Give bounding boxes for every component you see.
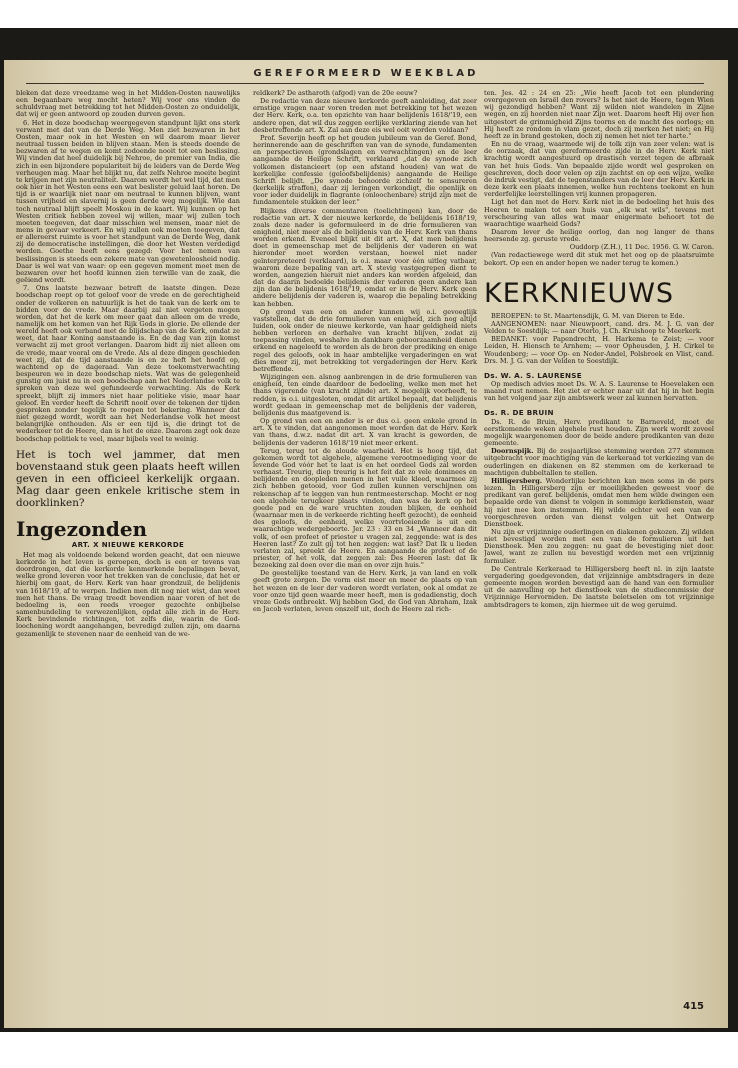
- paragraph: Ligt het dan met de Herv. Kerk niet in de bedoeling het huis des Heeren te maken tot een huis van „elk wat wils", tevens met verscheuring van alles wat maar enigermate behoort tot de waarachtige waarheid Gods?: [484, 198, 714, 228]
- paragraph: Het mag als voldoende bekend worden geacht, dat een nieuwe kerkorde in het leven is geroepen, doch is een er tevens van doordrongen, dat die kerkorde kenmerkende bepalingen bevat, welke grond leveren voor het trekken van de conclusie, dat het er hierbij om gaat, de Herv. Kerk van haar grondzuil, de belijdenis van 1618/'19, af te werpen. Indien men dit nog niet wist, dan weet men het thans. De vraag treedt bovendien naar voren of het de bedoeling is, een reeds vroeger gezochte onbijbelse samenbundeling te verwezenlijken, opdat alle zich in de Herv. Kerk bevindende richtingen, tot zelfs die, waarin de God-loochening wordt aangehangen, bevredigd zullen zijn, om daarna gezamenlijk te stevenen naar de eenheid van de we-: [16, 550, 240, 638]
- paragraph: Op grond van een en ander is er dus o.i. geen enkele grond in art. X te vinden, dat aangenomen moet worden dat de Herv. Kerk van thans, d.w.z. nadat dit art. X van kracht is geworden, de belijdenis der vaderen 1618/'19 niet meer erkent.: [253, 417, 477, 447]
- paragraph: 6. Het in deze boodschap weergegeven standpunt lijkt ons sterk verwant met dat van de Derde Weg. Men ziet bezwaren in het Oosten, maar ook in het Westen en wil daarom maar liever neutraal tussen beiden in blijven staan. Men is steeds doende de bezwaren af te wegen en komt zodoende nooit tot een beslissing. Wij vinden dat heel duidelijk bij Nehroe, de premier van India, die zich in een bijzondere populariteit bij de leiders van de Derde Weg verheugen mag. Maar het blijkt nu, dat zelfs Nehroe moeite begint te krijgen met zijn neutraliteit. Daarom wordt het wel tijd, dat men ook hier in het Westen eens een wat beslister geluid laat horen. De tijd is er waarlijk niet naar om neutraal te kunnen blijven, want tussen vrijheid en slavernij is geen derde weg mogelijk. Wie dan toch neutraal blijft speelt Moskou in de kaart. Wij kunnen op het Westen critiek hebben zoveel wij willen, maar wij zullen toch moeten toegeven, dat daar misschien wel mensen, maar niet de mens in gevaar verkeert. En wij zullen ook moeten toegeven, dat er allereerst ruimte is voor het standpunt van de Derde Weg, dank zij de democratische instellingen, die door het Westen verdedigd worden. Goethe heeft eens gezegd: Voor het nemen van beslissingen is steeds een zekere mate van gewetenloosheid nodig. Daar is wel wat van waar: op een gegeven moment moet men de bezwaren over het hoofd kunnen zien terwille van de zaak, die geëiend wordt.: [16, 118, 240, 285]
- paragraph: Wijzigingen een. alsnog aanbrengen in de drie formulieren van enigheid, ten einde daardoor de bedoeling, welke men met het thans vigerende (van kracht zijnde) art. X mogelijk voorheeft, te redden, is o.i. uitgesloten, omdat dit artikel bepaalt, dat belijdenis wordt gedaan in gemeenschap met de belijdenis der vaderen, belijdenis dus maatgevend is.: [253, 373, 477, 417]
- masthead: GEREFORMEERD WEEKBLAD: [253, 68, 479, 79]
- news-bedankt: BEDANKT: voor Papendrecht, H. Harkema te Zeist; — voor Leiden, H. Hiensch te Arnhem; — voor Opheusden, J. H. Cirkel te Woudenberg; — voor Op- en Neder-Andel, Polsbroek en Vlist, cand. Drs. M. J. G. van der Velden te Soestdijk.: [484, 335, 714, 365]
- paragraph: Op grond van een en ander kunnen wij o.i. gevoeglijk vaststellen, dat de drie formulieren van enigheid, zich nog altijd luiden, ook onder de nieuwe kerkorde, van haar geldigheid niets hebben verloren en derhalve van kracht blijven, zodat zij toepassing vinden, weshalve in dankbare geboorzaamheid dienen erkend en nageleefd te worden als de bron der prediking en enige regel des geloofs, ook in haar ambtelijke vergaderingen en wat dies meer zij, met betrekking tot vergaderingen der Herv. Kerk betreffende.: [253, 307, 477, 373]
- news-doornspijk: [484, 448, 714, 477]
- section-title-ingezonden: Ingezonden: [16, 516, 148, 541]
- paragraph: De geestelijke toestand van de Herv. Kerk, ja van land en volk geeft grote zorgen. De vorm eist meer en meer de plaats op van het wezen en de leer der vaderen wordt verlaten, ook al omdat ze voor onze tijd geen waarde meer heeft, men is godadienstig, doch vreze Gods ontbreekt. Wij hebben God, de God van Abraham, Izak en Jacob verlaten, leven onszelf uit, doch de Heere zal rich-: [253, 569, 477, 614]
- paragraph: Nu zijn er vrijzinnige ouderlingen en diakenen gekozen. Zij wilden niet bevestigd worden met een van de formulieren uit het Dienstboek. Men zou zeggen: nu gaat de bevestiging niet door. Jawel, want ze zullen nu bevestigd worden met een vrijzinnig formulier.: [484, 527, 714, 565]
- article-heading: ART. X NIEUWE KERKORDE: [71, 540, 185, 549]
- paragraph: 7. Ons laatste bezwaar betreft de laatste dingen. Deze boodschap roept op tot geloof voor de vrede en de gerechtigheid onder de volkeren en natuurlijk is het de taak van de kerk om te bidden voor de vrede. Maar daarbij zal niet vergeten mogen worden, dat het de kerk om meer gaat dan alleen om de vrede, namelijk om het komen van het Rijk Gods in glorie. De ellende der wereld heeft ook verband met de blijdschap van de Kerk, omdat ze weet, dat haar Koning aanstaande is. En de dag van zijn komst verwacht zij met groot verlangen. Daarom bidt zij niet alleen om de vrede, maar vooral om de Vrede. Als al deze dingen geschieden weet zij, dat de tijd aanstaande is en ze heft het hoofd op, wachtend op de dageraad. Van deze toekomstverwachting bespeuren we in deze boodschap niets. Wat was de gelegenheid gunstig om juist nu in een boodschap aan het Nederlandse volk te spreken van deze wel gefundeerde verwachting. Als de Kerk spreekt, blijft zij immers niet haar politieke visie, maar haar geloof. En verder heeft de Schrift nooit over de tekenen der tijden gesproken zonder tegelijk te roepen tot bekering. Wanneer dat niet gezegd wordt, wordt aan het Nederlandse volk het meest belangrijke onthouden. Als er een tijd is, die dringt tot de wederkeer tot de Heere, dan is het de onze. Daarom zegt ook deze boodschap politiek te veel, maar bijbels veel te weinig.: [16, 284, 240, 443]
- news-beroepen: BEROEPEN: te St. Maartensdijk, G. M. van Dieren te Ede.: [491, 311, 685, 320]
- section-title-kerknieuws: KERKNIEUWS: [484, 277, 675, 309]
- paragraph: reldkerk? De astharoth (afgod) van de 20e eeuw?: [253, 90, 418, 97]
- paragraph: ten. Jes. 42 : 24 en 25: „Wie heeft Jacob tot een plundering overgegeven en Israël den rovers? Is het niet de Heere, tegen Wien wij gezondigd hebben? Want zij wilden niet wandelen in Zijne wegen, en zij hoorden niet naar Zijn wet. Daarom heeft Hij over hen uitgestort de grimmigheid Zijns toorns en de macht des oorlogs; en Hij heeft ze rondom in vlam gezet, doch zij merken het niet; en Hij heeft ze in brand gestoken, doch zij nemen het niet ter harte.": [484, 90, 714, 140]
- paragraph: Blijkens diverse commentaren (toelichtingen) kan, door de redactie van art. X der nieuwe kerkorde, de belijdenis 1618/'19, zoals deze nader is geformuleerd in de drie formulieren van enigheid, niet meer als de belijdenis van de Herv. Kerk van thans worden erkend. Eveneel blijkt uit dit art. X, dat men belijdenis doet in gemeenschap met de belijdenis der vaderen en wat hieronder moet worden verstaan, hoewel niet nader geïnterpreteerd (verklaard), is o.i. maar voor één uitleg vatbaar, waarom deze bepaling van art. X stevig vastgegrepen dient te worden, aangezien hieruit niet anders kan worden afgeleid, dan dat de daarin bedoelde belijdenis der vaderen geen andere kan zijn dan de belijdenis 1618/'19, omdat er in de Herv. Kerk geen andere belijdenis der vaderen is, waarop die bepaling betrekking kan hebben.: [253, 206, 477, 308]
- paragraph: En nu de vraag, waarmede wij de tolk zijn van zeer velen: wat is de oorzaak, dat van gereformeerde zijde in de Herv. Kerk niet krachtig wordt aangestuurd op drastisch verzet tegen de afbraak van het huis Gods. Van bepaalde zijde wordt wel gesproken en geschreven, doch door velen op zijn zachtst en op een wijze, welke de indruk vestigt, dat de tegenstanders van de leer der Herv. Kerk in deze kerk een plaats innemen, welke hun rechtens toekomt en hun verderfelijke leerstellingen vrij kunnen propageren.: [484, 140, 714, 199]
- paragraph: Daarom lever de heilige oorlog, dan nog langer de thans heersende zg. geruste vrede.: [484, 227, 714, 244]
- signature-place: Ouddorp (Z.H.), 11 Dec. 1956.: [569, 243, 671, 252]
- paragraph: Op medisch advies moet Ds. W. A. S. Laurense te Hoevelaken een maand rust nemen. Het ziet er echter naar uit dat hij in het begin van het volgend jaar zijn ambtswerk weer zal kunnen hervatten.: [484, 380, 714, 403]
- subheading-laurense: Ds. W. A. S. LAURENSE: [484, 370, 582, 380]
- news-aangenomen: AANGENOMEN: naar Nieuwpoort, cand. drs. M. J. G. van der Velden te Soestdijk; — naar Oterlo, J. Ch. Kruishoop te Meerkerk.: [484, 319, 714, 336]
- place-lead: Hilligersberg.: [491, 476, 543, 485]
- news-text: Wonderlijke berichten kan men soms in de pers lezen. In Hilligersberg zijn er moeilijkheden geweest voor de predikant van geref. belijdenis, omdat men hem wilde dwingen een bepaalde orde van dienst te volgen in sommige kerkdiensten, waar hij niet mee kon instemmen. Hij wilde echter wel een van de voorgeschreven orden van dienst volgen uit het Ontwerp Dienstboek.: [484, 476, 714, 528]
- paragraph: bleken dat deze vreedzame weg in het Midden-Oosten nauwelijks een begaanbare weg mocht heten? Wij voor ons vinden de schuldvraag met betrekking tot het Midden-Oosten zo onduidelijk, dat wij er geen antwoord op zouden durven geven.: [16, 90, 240, 119]
- column-middle: [253, 90, 477, 995]
- column-right: [484, 90, 714, 995]
- signature-name: G. W. Caron.: [672, 243, 714, 252]
- newspaper-page: [4, 60, 728, 1028]
- paragraph: Prof. Severijn heeft op het gouden jubileum van de Geref. Bond, herinnerende aan de geschriften van van de synode, fundamenten en perspectieven (grondslagen en verwachtingen) en de leer aangaande de Heilige Schrift, verklaard „dat de synode zich volkomen distancieert (op een afstand houden) van wat de kerkelijke confessie (geloofsbelijdenis) aangaande de Heilige Schrift belijdt. „De synode behoorde zichzelf te sensureren (kerkelijk straffen), daar zij leringen verkondigt, die openlijk en voor ieder duidelijk in flagrante (onloochenbare) strijd zijn met de fundamentele stukken der leer.": [253, 133, 477, 207]
- column-left: [16, 90, 240, 995]
- paragraph: De redactie van deze nieuwe kerkorde geeft aanleiding, dat zeer ernstige vragen naar voren treden met betrekking tot het wezen der Herv. Kerk, o.a. ten opzichte van haar belijdenis 1618/'19, een andere open, dat wil dus zeggen eerlijke verklaring ziende van het desbetreffende art. X. Zal aan deze eis wel ooit worden voldaan?: [253, 97, 477, 134]
- place-lead: Doornspijk.: [491, 447, 534, 456]
- news-hilligersberg: [484, 478, 714, 528]
- editorial-remark: Het is toch wel jammer, dat men bovenstaand stuk geen plaats heeft willen geven in een officieel kerkelijk orgaan. Mag daar geen enkele kritische stem in doorklinken?: [16, 448, 240, 510]
- paragraph: Ds. R. de Bruin, Herv. predikant te Barneveld, moet de eerstkomende weken algehele rust houden. Zijn werk wordt zoveel mogelijk waargenomen door de beide andere predikanten van deze gemeente.: [484, 417, 714, 448]
- signature: [484, 244, 714, 251]
- news-text: Bij de zesjaarlijkse stemming werden 277 stemmen uitgebracht voor machtiging van de kerkeraad tot verkiezing van de ouderlingen en diakenen en 82 stemmen om de kerkeraad te machtigen dubbeltallen te stellen.: [484, 447, 714, 477]
- paragraph: De Centrale Kerkeraad te Hilligersberg heeft nl. in zijn laatste vergadering goedgevonden, dat vrijzinnige ambtsdragers in deze gemeente mogen worden bevestigd aan de hand van een formulier uit de aanvulling op het dienstboek van de studiecommissie der Vrijzinnige Hervormden. De laatste beletselen om tot vrijzinnige ambtsdragers te komen, zijn hiermee uit de weg geruimd.: [484, 564, 714, 609]
- editorial-note: (Van redactiewege werd dit stuk met het oog op de plaatsruimte bekort. Op een en ander hopen we nader terug te komen.): [484, 251, 714, 267]
- subheading-de-bruin: Ds. R. DE BRUIN: [484, 408, 554, 418]
- page-number: 415: [683, 1001, 704, 1012]
- header-rule: [26, 83, 704, 84]
- paragraph: Terug, terug tot de aloude waarheid. Het is hoog tijd, dat gekomen wordt tot algehele, algemene verootmoediging voor de levende God vóór het te laat is en het oordeel Gods zal worden verhaast. Treurig, diep treurig is het feit dat zo vele dominees en belijdende en doopleden menen in het vuile kleed, waarmee zij zich hebben getooid, voor God zullen kunnen verschijnen om rekenschap af te leggen van hun rentmeesterschap. Mocht er nog een algehele terugkeer plaats vinden, dan was de kerk op het goede pad en de ware vruchten zouden blijken, de eenheid (waarnaar men in de verkeerde richting heeft gezocht), de eenheid des geloofs, de eenheid, welke voortvloeiende is uit een waarachtige wedergeboorte. Jer. 23 : 33 en 34 „Wanneer dan dit volk, of een profeet of priester u vragen zal, zeggende: wat is des Heeren last? Zo zult gij tot hen zeggen: wat last? Dat Ik u lieden verlaten zal, spreekt de Heere. En aangaande de profeet of de priester, of het volk, dat zeggen zal: Des Heeren last: dat Ik bezoeking zal doen over die man en over zijn huis.": [253, 446, 477, 570]
